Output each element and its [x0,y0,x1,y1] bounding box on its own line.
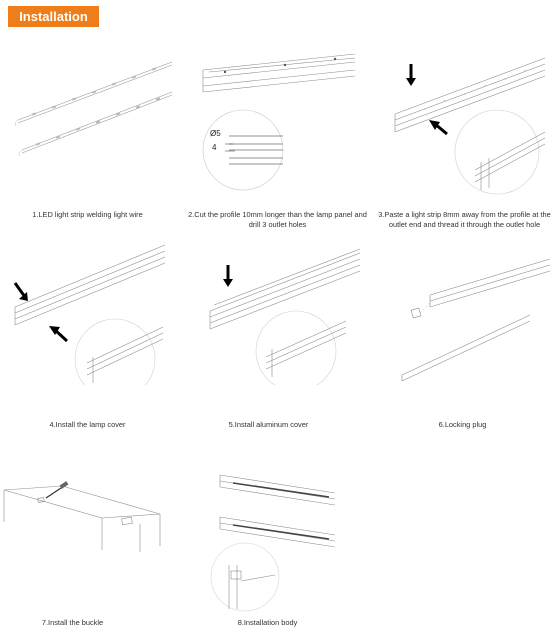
step-5-illustration [200,235,365,385]
section-title-tab: Installation [8,6,99,27]
step-4-illustration [5,235,170,385]
step-4-caption: 4.Install the lamp cover [49,420,126,429]
step-1-caption: 1.LED light strip welding light wire [32,210,143,219]
step-5-caption: 5.Install aluminum cover [228,420,309,429]
step-7-illustration [2,470,167,620]
dimension-label-diameter: Ø5 [210,129,221,138]
step-3-caption: 3.Paste a light strip 8mm away from the profile at the outlet end and thread it through the outlet hole [378,210,551,229]
step-8-caption: 8.Installation body [237,618,298,627]
step-2-caption: 2.Cut the profile 10mm longer than the lamp panel and drill 3 outlet holes [188,210,367,229]
dimension-label-offset: 4 [212,143,217,152]
step-6-caption: 6.Locking plug [438,420,487,429]
step-7-caption: 7.Install the buckle [41,618,104,627]
step-8-illustration [205,465,370,615]
step-2-illustration [195,50,360,200]
step-6-illustration [390,235,555,385]
step-3-illustration [385,50,550,200]
step-1-illustration [12,50,177,200]
